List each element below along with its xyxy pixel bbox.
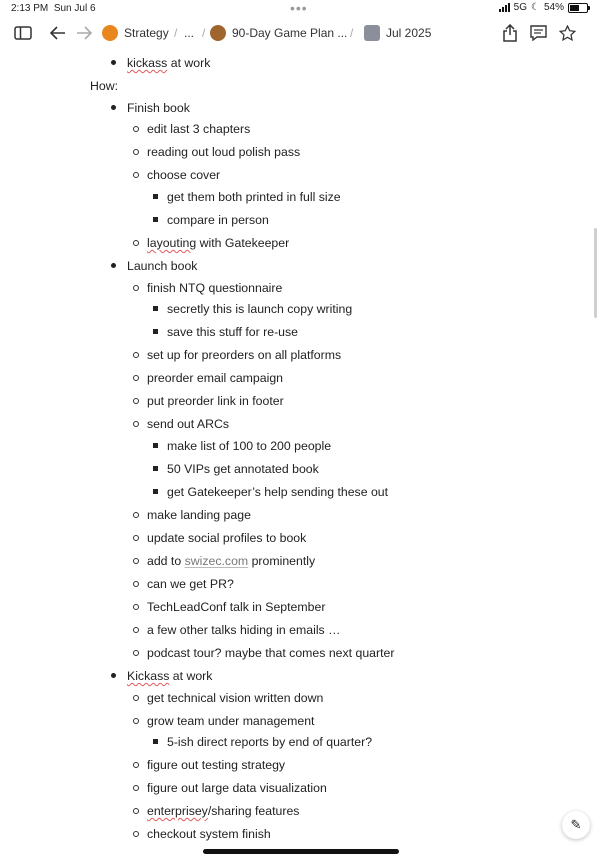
bullet-circ <box>133 627 139 633</box>
breadcrumb-separator: / <box>202 26 206 40</box>
bullet-circ <box>133 718 139 724</box>
football-icon <box>210 25 226 41</box>
battery-label: 54% <box>543 2 564 13</box>
bullet-circ <box>133 558 139 564</box>
list-item[interactable]: layouting with Gatekeeper <box>147 236 290 250</box>
list-item[interactable]: update social profiles to book <box>147 531 307 545</box>
bullet-disc <box>111 60 116 65</box>
breadcrumb-ellipsis[interactable]: ... <box>184 26 195 40</box>
section-heading[interactable]: How: <box>90 79 119 93</box>
bullet-disc <box>111 263 116 268</box>
share-icon[interactable] <box>503 20 517 46</box>
bullet-sq <box>153 194 158 199</box>
list-item[interactable]: figure out large data visualization <box>147 781 327 795</box>
pumpkin-icon <box>102 25 118 41</box>
list-item[interactable]: add to swizec.com prominently <box>147 554 316 568</box>
bullet-circ <box>133 285 139 291</box>
inline-link[interactable]: swizec.com <box>184 554 249 568</box>
bullet-disc <box>111 105 116 110</box>
status-bar <box>0 0 600 16</box>
list-item[interactable]: secretly this is launch copy writing <box>167 302 353 316</box>
list-item[interactable]: Launch book <box>127 259 198 273</box>
list-item[interactable]: grow team under management <box>147 714 315 728</box>
list-item[interactable]: send out ARCs <box>147 417 230 431</box>
bullet-circ <box>133 831 139 837</box>
bullet-circ <box>133 240 139 246</box>
list-item[interactable]: make landing page <box>147 508 251 522</box>
list-item[interactable]: Finish book <box>127 101 190 115</box>
list-item[interactable]: a few other talks hiding in emails … <box>147 623 341 637</box>
list-item[interactable]: put preorder link in footer <box>147 394 284 408</box>
bullet-sq <box>153 306 158 311</box>
bullet-circ <box>133 604 139 610</box>
bullet-circ <box>133 398 139 404</box>
spellcheck-word: Kickass <box>127 669 170 683</box>
list-item[interactable]: Kickass at work <box>127 669 213 683</box>
bullet-circ <box>133 808 139 814</box>
status-right <box>499 2 588 13</box>
bullet-circ <box>133 421 139 427</box>
bullet-circ <box>133 762 139 768</box>
ai-sparkle-icon: ✎ <box>570 817 582 832</box>
list-item[interactable]: set up for preorders on all platforms <box>147 348 342 362</box>
ai-assistant-button[interactable] <box>562 811 590 839</box>
bullet-circ <box>133 126 139 132</box>
home-indicator[interactable] <box>203 849 399 854</box>
signal-icon <box>499 3 510 12</box>
bullet-sq <box>153 443 158 448</box>
spellcheck-word: kickass <box>127 56 168 70</box>
bullet-sq <box>153 489 158 494</box>
spellcheck-word: layouting <box>147 236 197 250</box>
list-item[interactable]: podcast tour? maybe that comes next quarter <box>147 646 395 660</box>
list-item[interactable]: kickass at work <box>127 56 211 70</box>
status-time-date: 2:13 PM Sun Jul 6 <box>11 3 96 14</box>
list-item[interactable]: enterprisey/sharing features <box>147 804 300 818</box>
list-item[interactable]: get them both printed in full size <box>167 190 341 204</box>
list-item[interactable]: TechLeadConf talk in September <box>147 600 326 614</box>
sidebar-toggle-icon[interactable] <box>14 20 32 46</box>
back-arrow-icon[interactable] <box>50 20 66 46</box>
list-item[interactable]: figure out testing strategy <box>147 758 286 772</box>
bullet-sq <box>153 466 158 471</box>
list-item[interactable]: 50 VIPs get annotated book <box>167 462 319 476</box>
bullet-sq <box>153 217 158 222</box>
bullet-sq <box>153 739 158 744</box>
avatar-icon <box>364 25 380 41</box>
battery-icon <box>568 3 588 13</box>
list-item[interactable]: make list of 100 to 200 people <box>167 439 332 453</box>
scrollbar[interactable] <box>594 228 597 318</box>
bullet-circ <box>133 172 139 178</box>
moon-icon: ☾ <box>531 2 540 13</box>
list-item[interactable]: edit last 3 chapters <box>147 122 251 136</box>
bullet-sq <box>153 329 158 334</box>
list-item[interactable]: finish NTQ questionnaire <box>147 281 283 295</box>
list-item[interactable]: compare in person <box>167 213 269 227</box>
bullet-circ <box>133 650 139 656</box>
breadcrumb-separator: / <box>350 26 354 40</box>
bullet-disc <box>111 673 116 678</box>
multitask-dots[interactable]: ••• <box>290 0 308 16</box>
list-item[interactable]: choose cover <box>147 168 221 182</box>
bullet-circ <box>133 149 139 155</box>
list-item[interactable]: 5-ish direct reports by end of quarter? <box>167 735 373 749</box>
network-label: 5G <box>513 2 528 13</box>
bullet-circ <box>133 512 139 518</box>
top-toolbar <box>0 20 600 46</box>
list-item[interactable]: get technical vision written down <box>147 691 324 705</box>
bullet-circ <box>133 352 139 358</box>
list-item[interactable]: reading out loud polish pass <box>147 145 301 159</box>
bullet-circ <box>133 581 139 587</box>
breadcrumb-jul-2025[interactable]: Jul 2025 <box>364 20 431 46</box>
breadcrumb-strategy[interactable]: Strategy <box>102 20 169 46</box>
breadcrumb-separator: / <box>174 26 178 40</box>
list-item[interactable]: get Gatekeeper’s help sending these out <box>167 485 389 499</box>
bullet-circ <box>133 535 139 541</box>
bullet-circ <box>133 375 139 381</box>
list-item[interactable]: can we get PR? <box>147 577 234 591</box>
breadcrumb-game-plan[interactable]: 90-Day Game Plan ... <box>210 20 347 46</box>
list-item[interactable]: save this stuff for re-use <box>167 325 298 339</box>
spellcheck-word: enterprisey <box>147 804 208 818</box>
bullet-circ <box>133 695 139 701</box>
bullet-circ <box>133 785 139 791</box>
list-item[interactable]: preorder email campaign <box>147 371 284 385</box>
list-item[interactable]: checkout system finish <box>147 827 271 841</box>
forward-arrow-icon[interactable] <box>76 20 92 46</box>
favorite-star-icon[interactable] <box>559 20 576 46</box>
comment-icon[interactable] <box>530 20 547 46</box>
